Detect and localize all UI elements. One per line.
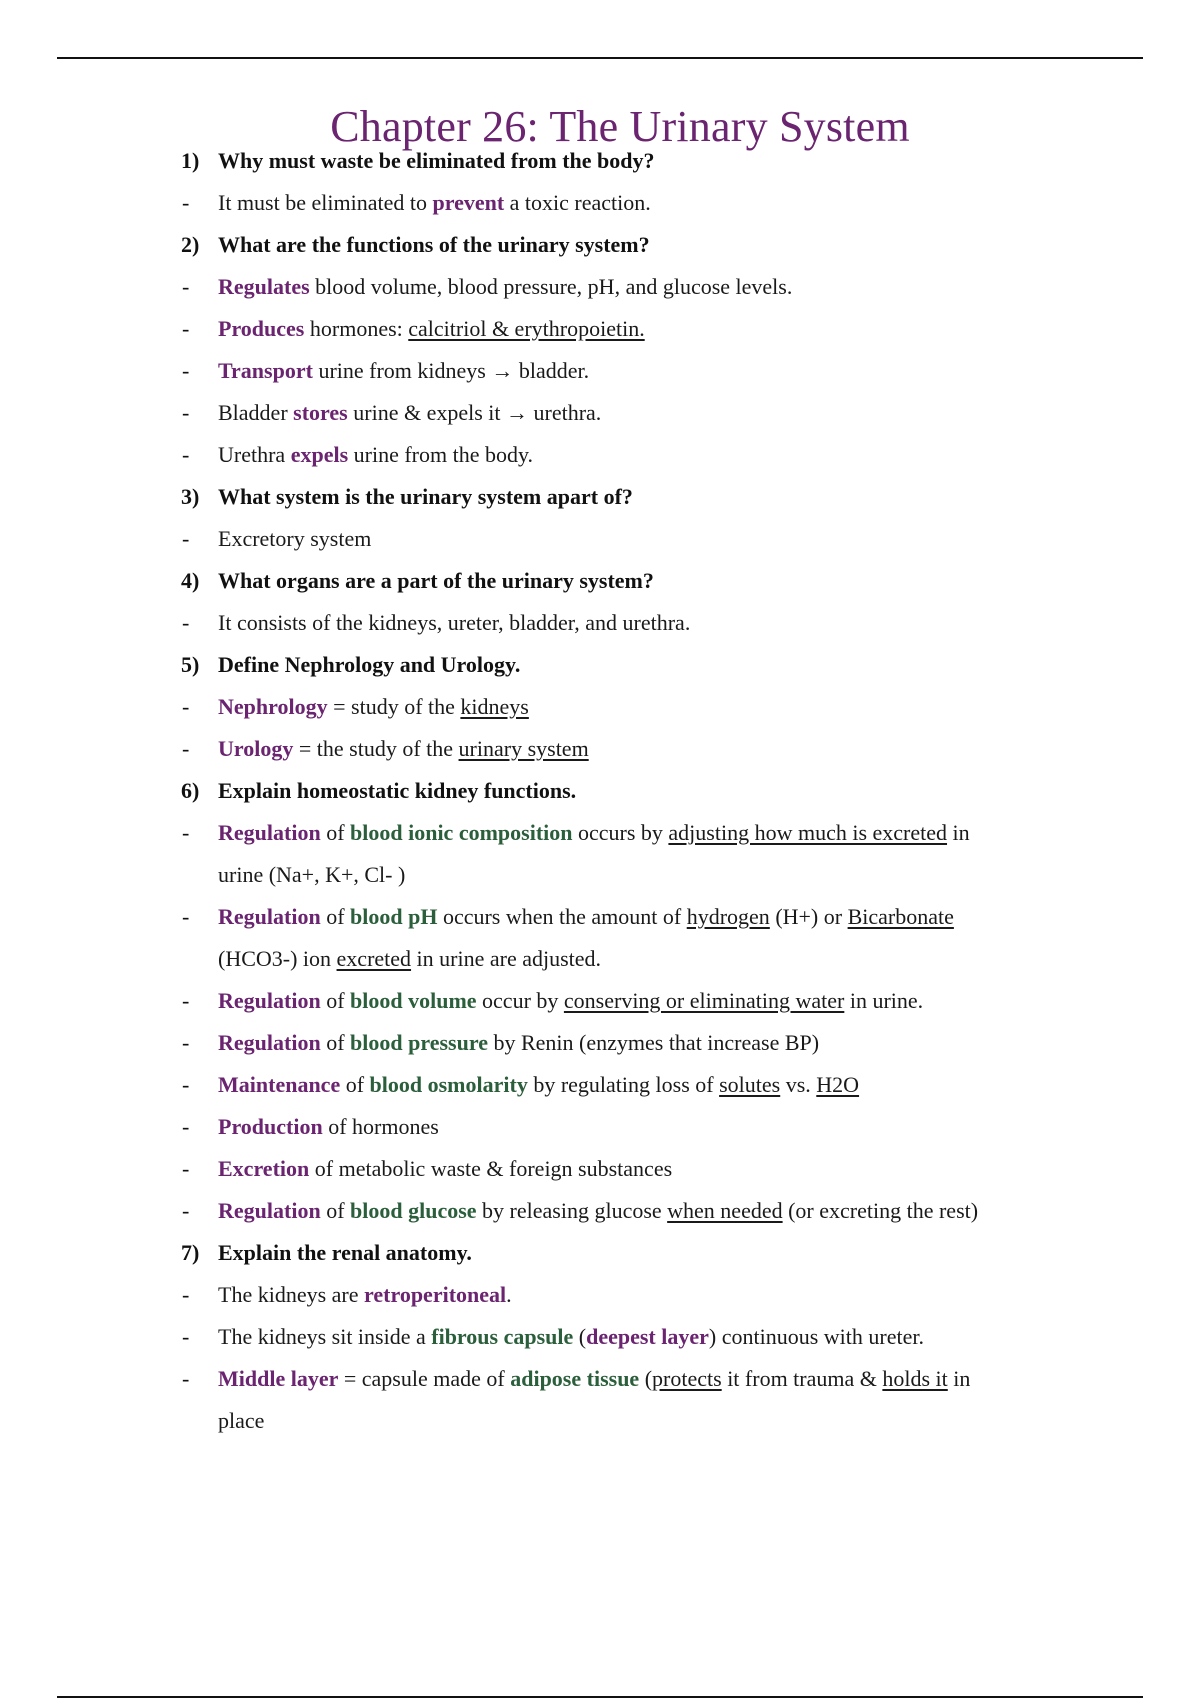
text-segment: of (340, 1072, 370, 1097)
line-text (218, 308, 645, 350)
key-term: Maintenance (218, 1072, 341, 1097)
bullet-dash: - (182, 526, 190, 551)
line-text (218, 266, 792, 308)
text-segment: occurs when the amount of (437, 904, 687, 929)
key-phrase: blood osmolarity (369, 1072, 528, 1097)
line-text (218, 224, 650, 266)
text-segment: What system is the urinary system apart of? (218, 484, 633, 509)
text-segment: Bladder (218, 400, 294, 425)
bullet-dash: - (182, 1156, 190, 1181)
answer-line (0, 518, 1200, 560)
answer-line (0, 308, 1200, 350)
text-segment: by Renin (enzymes that increase BP) (487, 1030, 820, 1055)
line-text (218, 1232, 472, 1274)
key-term: deepest layer (586, 1324, 709, 1349)
key-term: Urology (218, 736, 294, 761)
text-segment: urine & expels it → urethra. (347, 400, 602, 425)
text-segment: ( (639, 1366, 653, 1391)
text-segment: of (320, 1030, 351, 1055)
answer-line (0, 602, 1200, 644)
key-term: Middle layer (218, 1366, 339, 1391)
text-segment: The kidneys are (218, 1282, 364, 1307)
page-title: Chapter 26: The Urinary System (330, 102, 910, 152)
line-text (218, 140, 655, 182)
answer-line (0, 686, 1200, 728)
key-term: Regulation (218, 1198, 321, 1223)
key-phrase: blood volume (350, 988, 477, 1013)
key-term: Regulation (218, 1030, 321, 1055)
bullet-dash: - (182, 1366, 190, 1391)
line-text (218, 1190, 978, 1232)
underlined-text: protects (652, 1366, 722, 1391)
key-term: stores (293, 400, 348, 425)
text-segment: a toxic reaction. (504, 190, 651, 215)
question-line (0, 140, 1200, 182)
answer-line (0, 728, 1200, 770)
key-term: retroperitoneal (364, 1282, 507, 1307)
key-term: Regulation (218, 904, 321, 929)
bullet-dash: - (182, 820, 190, 845)
bullet-dash: - (182, 400, 190, 425)
underlined-text: excreted (336, 946, 412, 971)
key-term: Nephrology (218, 694, 328, 719)
bullet-dash: - (182, 736, 190, 761)
line-text (218, 1064, 859, 1106)
question-number: 5) (181, 652, 200, 677)
text-segment: = study of the (327, 694, 461, 719)
text-segment: It must be eliminated to (218, 190, 433, 215)
question-line (0, 224, 1200, 266)
bullet-dash: - (182, 694, 190, 719)
line-text (218, 686, 529, 728)
text-segment: of hormones (322, 1114, 439, 1139)
question-number: 4) (181, 568, 200, 593)
text-segment: in (947, 820, 970, 845)
line-text (218, 350, 589, 392)
answer-line (0, 980, 1200, 1022)
text-segment: it from trauma & (721, 1366, 883, 1391)
question-line (0, 770, 1200, 812)
line-text (218, 1022, 819, 1064)
document-body (0, 140, 1200, 1442)
question-number: 2) (181, 232, 200, 257)
line-text (218, 1358, 970, 1400)
text-segment: of (320, 904, 351, 929)
underlined-text: conserving or eliminating water (563, 988, 845, 1013)
answer-line (0, 896, 1200, 938)
line-text (218, 980, 923, 1022)
answer-line (0, 434, 1200, 476)
line-text (218, 644, 520, 686)
answer-line (0, 1106, 1200, 1148)
text-segment: of (320, 820, 351, 845)
bullet-dash: - (182, 1198, 190, 1223)
answer-line (0, 1190, 1200, 1232)
text-segment: = capsule made of (338, 1366, 511, 1391)
line-text (218, 1400, 264, 1442)
key-phrase: fibrous capsule (431, 1324, 574, 1349)
underlined-text: solutes (719, 1072, 781, 1097)
text-segment: by regulating loss of (527, 1072, 720, 1097)
answer-line (0, 1358, 1200, 1400)
answer-line (0, 1064, 1200, 1106)
line-text (218, 728, 589, 770)
question-number: 3) (181, 484, 200, 509)
bullet-dash: - (182, 1072, 190, 1097)
text-segment: = the study of the (293, 736, 459, 761)
text-segment: Define Nephrology and Urology. (218, 652, 521, 677)
key-phrase: blood pH (350, 904, 438, 929)
bullet-dash: - (182, 316, 190, 341)
bullet-dash: - (182, 1282, 190, 1307)
text-segment: ( (573, 1324, 587, 1349)
bullet-dash: - (182, 274, 190, 299)
line-text (218, 182, 651, 224)
question-number: 1) (181, 148, 200, 173)
underlined-text: H2O (816, 1072, 860, 1097)
text-segment: in urine are adjusted. (411, 946, 602, 971)
answer-line (0, 392, 1200, 434)
text-segment: urine from kidneys → bladder. (312, 358, 590, 383)
underlined-text: hydrogen (686, 904, 770, 929)
text-segment: Explain the renal anatomy. (218, 1240, 472, 1265)
bullet-dash: - (182, 1324, 190, 1349)
text-segment: Excretory system (218, 526, 372, 551)
question-line (0, 560, 1200, 602)
answer-line (0, 812, 1200, 854)
key-term: Transport (218, 358, 313, 383)
text-segment: in (947, 1366, 971, 1391)
text-segment: in urine. (844, 988, 924, 1013)
answer-line (0, 182, 1200, 224)
bullet-dash: - (182, 358, 190, 383)
key-term: expels (290, 442, 349, 467)
key-phrase: blood pressure (350, 1030, 488, 1055)
underlined-text: adjusting how much is excreted (668, 820, 948, 845)
text-segment: ) continuous with ureter. (708, 1324, 924, 1349)
line-text (218, 518, 371, 560)
text-segment: What organs are a part of the urinary system? (218, 568, 654, 593)
key-phrase: blood glucose (350, 1198, 477, 1223)
text-segment: place (218, 1408, 265, 1433)
line-text (218, 476, 633, 518)
answer-line (0, 350, 1200, 392)
underlined-text: holds it (882, 1366, 948, 1391)
text-segment: vs. (780, 1072, 817, 1097)
answer-line (0, 1022, 1200, 1064)
text-segment: The kidneys sit inside a (218, 1324, 432, 1349)
text-segment: It consists of the kidneys, ureter, bladder, and urethra. (218, 610, 691, 635)
key-term: Excretion (218, 1156, 310, 1181)
bullet-dash: - (182, 190, 190, 215)
line-text (218, 1148, 672, 1190)
continuation-line (0, 938, 1200, 980)
question-line (0, 1232, 1200, 1274)
underlined-text: kidneys (460, 694, 529, 719)
continuation-line (0, 854, 1200, 896)
bullet-dash: - (182, 988, 190, 1013)
answer-line (0, 266, 1200, 308)
answer-line (0, 1274, 1200, 1316)
line-text (218, 854, 405, 896)
text-segment: occurs by (572, 820, 669, 845)
line-text (218, 1316, 924, 1358)
key-term: Regulates (218, 274, 310, 299)
answer-line (0, 1148, 1200, 1190)
answer-line (0, 1316, 1200, 1358)
line-text (218, 896, 954, 938)
text-segment: by releasing glucose (476, 1198, 668, 1223)
question-line (0, 476, 1200, 518)
key-term: Produces (218, 316, 305, 341)
text-segment: (H+) or (769, 904, 848, 929)
underlined-text: Bicarbonate (847, 904, 954, 929)
question-number: 6) (181, 778, 200, 803)
key-phrase: blood ionic composition (350, 820, 573, 845)
bullet-dash: - (182, 610, 190, 635)
line-text (218, 938, 601, 980)
text-segment: What are the functions of the urinary system? (218, 232, 650, 257)
text-segment: Why must waste be eliminated from the body? (218, 148, 655, 173)
underlined-text: when needed (667, 1198, 783, 1223)
key-term: Regulation (218, 988, 321, 1013)
text-segment: urine from the body. (348, 442, 534, 467)
top-rule (57, 57, 1143, 59)
text-segment: Urethra (218, 442, 291, 467)
line-text (218, 812, 970, 854)
line-text (218, 434, 533, 476)
text-segment: (or excreting the rest) (782, 1198, 979, 1223)
line-text (218, 392, 601, 434)
key-term: Production (218, 1114, 323, 1139)
text-segment: of (320, 1198, 351, 1223)
continuation-line (0, 1400, 1200, 1442)
question-number: 7) (181, 1240, 200, 1265)
text-segment: Explain homeostatic kidney functions. (218, 778, 577, 803)
bullet-dash: - (182, 442, 190, 467)
key-term: prevent (432, 190, 505, 215)
bullet-dash: - (182, 904, 190, 929)
text-segment: occur by (476, 988, 564, 1013)
text-segment: . (506, 1282, 512, 1307)
text-segment: blood volume, blood pressure, pH, and glucose levels. (309, 274, 793, 299)
line-text (218, 602, 690, 644)
key-term: Regulation (218, 820, 321, 845)
key-phrase: adipose tissue (510, 1366, 640, 1391)
text-segment: urine (Na+, K+, Cl- ) (218, 862, 406, 887)
underlined-text: urinary system (458, 736, 589, 761)
underlined-text: calcitriol & erythropoietin. (408, 316, 645, 341)
text-segment: of metabolic waste & foreign substances (309, 1156, 673, 1181)
line-text (218, 770, 576, 812)
line-text (218, 1274, 512, 1316)
text-segment: of (320, 988, 351, 1013)
bullet-dash: - (182, 1030, 190, 1055)
text-segment: hormones: (304, 316, 409, 341)
bullet-dash: - (182, 1114, 190, 1139)
line-text (218, 560, 654, 602)
question-line (0, 644, 1200, 686)
bottom-rule (57, 1696, 1143, 1698)
line-text (218, 1106, 439, 1148)
text-segment: (HCO3-) ion (218, 946, 337, 971)
